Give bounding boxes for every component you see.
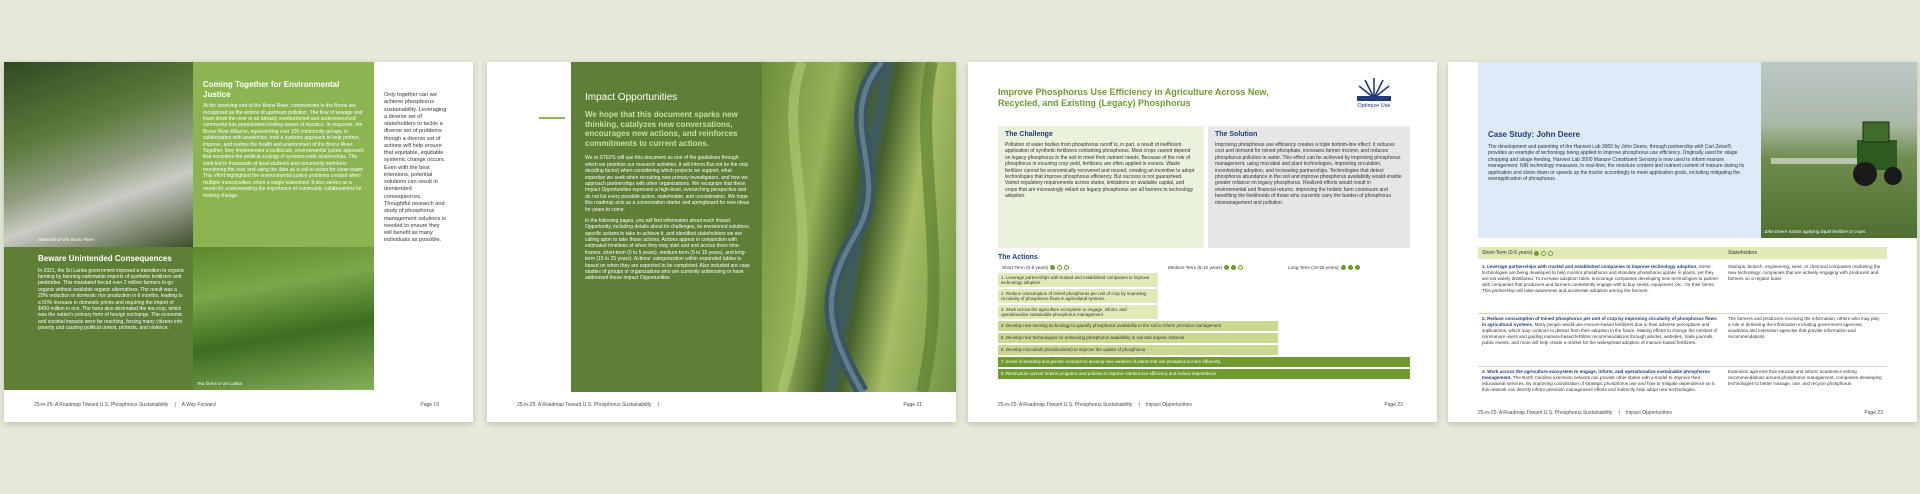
page-number: Page 23	[1864, 410, 1883, 416]
action-item: 5. Develop new technologies for enhancing phosphorus availability in soil and organic material	[998, 333, 1278, 343]
action-item: 1. Leverage partnerships with trusted and established companies to improve technology adoption	[998, 273, 1158, 287]
action-title: 2. Reduce consumption of mined phosphorus per unit of crop by improving circularity of phosphorus flows in agricultural systems.	[1482, 316, 1717, 327]
section-body: At the receiving end of the Bronx River, communities in the Bronx are recognized as the victims of upstream pollution. The flow of sewage and trash down the river to an already overburdened and underresourced community has perpetuated existing issues of injustice. In response, the Bronx River Alliance, representing over 100 community groups, in collaboration with academics, took a systems approach to help protect, improve, and restore the health and environment of the Bronx River. Together, they implemented a multiscale, environmental justice approach that considers the political ecology of systems-wide relationships. The work led to thousands of local students and community members monitoring the river and using the data as a call to action for clean water. This effort highlighted the environmental justice problems created when multiple municipalities share a single watershed. It also serves as a model for understanding the importance of community collaborations for making change.	[203, 103, 365, 199]
optimize-use-logo	[1354, 76, 1394, 109]
action-cell	[1482, 369, 1720, 393]
stakeholders-cell: Startups, biotech, engineering, seed, or chemical companies marketing the new technology; companies that are actively engaging with producers and farmers on a regular basis	[1728, 264, 1881, 281]
river-illustration	[762, 62, 956, 392]
term-short	[1002, 265, 1069, 270]
stakeholders-cell: Extension agencies that educate and inform; academics setting recommendations around phosphorus management; companies developing technologies to better manage, use, and recycle phosphorus	[1728, 369, 1882, 386]
footer-doc-title: 25-in-25: A Roadmap Toward U.S. Phosphorus Sustainability	[517, 402, 652, 408]
action-item: 6. Develop microbials (biostimulants) to improve the uptake of phosphorus	[998, 345, 1278, 355]
page-title: Impact Opportunities	[585, 92, 678, 103]
action-item: 4. Develop new sensing technology to quantify phosphorus availability in the soil to inform precision management	[998, 321, 1278, 331]
action-item: 2. Reduce consumption of mined phosphorus per unit of crop by improving circularity of phosphorus flows in agricultural systems	[998, 289, 1158, 303]
photo-caption: Waterfall on the Bronx River	[38, 237, 95, 242]
solution-box	[1208, 126, 1410, 248]
sidebar-text: Only together can we achieve phosphorus sustainability. Leveraging a diverse set of stakeholders to tackle a diverse set of problems though a diverse set of actions will help ensure that equitable, equitable systemic change occurs. Even with the best intentions, potential solutions can result in unintended consequences. Thoughtful research and study of phosphorus management solutions is needed to ensure they will benefit as many individuals as possible.	[384, 92, 447, 244]
footer-section: Impact Opportunities	[1145, 402, 1192, 408]
photo-tea-farms	[193, 247, 374, 390]
lead-text: We hope that this document sparks new thinking, catalyzes new conversations, encourages new actions, and reinforces commitments to current actions.	[585, 110, 738, 148]
page-footer: 25-in-25: A Roadmap Toward U.S. Phosphorus Sustainability | Impact Opportunities Page 22	[998, 402, 1403, 408]
photo-caption: John Deere tractor applying liquid fertilizer to crops	[1764, 229, 1866, 234]
dot-filled-icon	[1341, 265, 1346, 270]
action-title: 3. Work across the agriculture ecosystem to engage, inform, and operationalize sustainable phosphorus management.	[1482, 369, 1710, 380]
challenge-body: Pollution of water bodies from phosphorus runoff is, in part, a result of inefficient application of synthetic fertilizers containing phosphorus. Most crops cannot depend on legacy phosphorus in the soil to meet their nutrient needs. Because of the role of phosphorus in ensuring crop yield, fertilizers are often applied in excess. Waste fertilizer cannot be economically recovered and reused, creating an incentive to adopt technologies that improve phosphorus efficiency. But success is not guaranteed. Varied regulatory requirements across states, limitations on available capital, and crops that are increasingly reliant on legacy phosphorus are all barriers to technology adoption.	[1005, 142, 1195, 200]
page-number: Page 22	[1384, 402, 1403, 408]
impact-opportunities-block	[571, 62, 762, 392]
action-item: 7. Invest in breeding and genetic research to develop new varieties of plants that use phosphorus more efficiently	[998, 357, 1410, 367]
page-22	[968, 62, 1437, 422]
environmental-justice-block	[193, 62, 374, 247]
section-title: Coming Together for Environmental Justice	[203, 80, 340, 99]
term-label: Long-Term (15-25 years)	[1288, 265, 1339, 270]
page-number: Page 21	[903, 402, 922, 408]
table-row	[1478, 316, 1887, 366]
dot-empty-icon	[1548, 251, 1553, 256]
solution-title: The Solution	[1215, 131, 1258, 138]
case-study-title: Case Study: John Deere	[1488, 130, 1581, 139]
accent-bar	[539, 117, 565, 119]
footer-section: Impact Opportunities	[1625, 410, 1672, 416]
dot-filled-icon	[1050, 265, 1055, 270]
row-divider	[1478, 313, 1887, 314]
action-cell	[1482, 316, 1720, 345]
challenge-box	[998, 126, 1204, 248]
dot-filled-icon	[1355, 265, 1360, 270]
term-label: Short-Term (0-5 years)	[1002, 265, 1049, 270]
action-body: Many people would use manure-based fertilizers due to their adverse perceptions and implications, which may continue to detract from their adoption in the future. Making efforts to change the mindset of nonmanure users and guiding manure-based fertilizer recommendations through articles, websites, trade journals, public events, and more will help create a market for the widespread adoption of manure-based fertilizers.	[1482, 321, 1718, 345]
term-long	[1288, 265, 1360, 270]
footer-doc-title: 25-in-25: A Roadmap Toward U.S. Phosphorus Sustainability	[998, 402, 1133, 408]
challenge-title: The Challenge	[1005, 131, 1053, 138]
term-medium	[1168, 265, 1243, 270]
dot-empty-icon	[1064, 265, 1069, 270]
page-number: Page 19	[420, 402, 439, 408]
photo-caption: Tea farms in Sri Lanka	[197, 381, 242, 386]
action-cell	[1482, 264, 1720, 293]
solution-body: Improving phosphorus use efficiency creates a triple bottom-line effect: It reduces cost and demand for mined phosphate, increases farmer income, and reduces phosphorus pollution in water. This effect can be achieved by improving phosphorus management, using microbial and plant technologies, improving circulation, incentivizing adoption, and increasing partnerships. Technologies that detect phosphorus abundance in the soil and improve phosphorus availability would enable greater reliance on legacy phosphorus. Realized efforts would result in environmental and financial returns, improving the holistic farm continuum and benefiting the livelihoods of those who currently carry the burden of phosphorus mismanagement and pollution.	[1215, 142, 1402, 206]
dot-filled-icon	[1224, 265, 1229, 270]
section-title: Beware Unintended Consequences	[38, 254, 172, 263]
dot-empty-icon	[1238, 265, 1243, 270]
tractor-illustration	[1761, 62, 1917, 238]
dot-filled-icon	[1348, 265, 1353, 270]
table-row	[1478, 369, 1887, 405]
footer-doc-title: 25-in-25: A Roadmap Toward U.S. Phosphorus Sustainability	[34, 402, 169, 408]
action-body: The North Carolina extension network can provide other states with a model to improve their educational services. By improving coordination of strategic phosphorus use and how to mitigate dependence on it, this network can directly inform precision management efforts and indirectly help adopt new technologies.	[1482, 374, 1716, 392]
table-header	[1478, 247, 1887, 259]
photo-aerial-river-fields	[762, 62, 956, 392]
page-19	[4, 62, 473, 422]
body-paragraph: In the following pages, you will find information about each Impact Opportunity, including details about its challenges, its envisioned solutions, specific actions to take to achieve it, and identified stakeholders we are calling upon to take those actions. Actions appear in conjunction with estimated timelines of when they may start and end across three time-frames: short-term (0 to 5 years), medium-term (5 to 15 years), and long-term (15 to 25 years). Actions' categorization within expanded tables is based on when they are expected to be completed. Also included are case studies of groups or organizations who are currently addressing or have addressed these Impact Opportunities.	[585, 217, 751, 282]
footer-doc-title: 25-in-25: A Roadmap Toward U.S. Phosphorus Sustainability	[1478, 410, 1613, 416]
table-row	[1478, 264, 1887, 312]
term-label: Medium-Term (5-15 years)	[1168, 265, 1223, 270]
photo-tractor	[1761, 62, 1917, 238]
dot-empty-icon	[1057, 265, 1062, 270]
page-footer: 25-in-25: A Roadmap Toward U.S. Phosphorus Sustainability | Page 21	[517, 402, 922, 408]
logo-label: Optimize Use	[1357, 103, 1391, 109]
sunburst-icon	[1357, 76, 1391, 102]
page-footer: 25-in-25: A Roadmap Toward U.S. Phosphorus Sustainability | A Way Forward Page 19	[34, 402, 439, 408]
action-body: Some technologies are being developed to help monitor phosphorus and stimulate phosphorus uptake in plants, yet they are not widely distributed. To increase adoption rates, encourage companies developing new technologies to partner with companies that producers and farmers consistently engage with to buy seeds, equipment, etc., for their farms. This partnership will raise awareness and accelerate adoption among the farmers.	[1482, 264, 1719, 293]
page-footer: 25-in-25: A Roadmap Toward U.S. Phosphorus Sustainability | Impact Opportunities Page 23	[1478, 410, 1883, 416]
stakeholders-header: Stakeholders	[1728, 250, 1758, 256]
dot-filled-icon	[1534, 251, 1539, 256]
body-paragraph: We at STEPS will use this document as one of the guidelines through which we prioritize our research activities. It will inform But not be the only deciding factor) when considering which projects we support, what expertise we seek when recruiting new primary investigators, and how we approach partnerships with other organizations. We recognize that these Impact Opportunities represent a high-level, overarching perspective and do not list every possible action, stakeholder, and consideration. We hope this roadmap acts as a conversation starter and springboard for new ideas for years to come.	[585, 155, 750, 213]
page-title: Improve Phosphorus Use Efficiency in Agriculture Across New, Recycled, and Existing (Legacy) Phosphorus	[998, 87, 1269, 109]
footer-section: A Way Forward	[181, 402, 216, 408]
photo-bronx-river-waterfall	[4, 62, 193, 247]
case-study-box	[1478, 62, 1761, 238]
action-title: 1. Leverage partnerships with trusted and established companies to improve technology adoption.	[1482, 264, 1698, 269]
unintended-consequences-block	[4, 247, 193, 390]
section-body: In 2021, the Sri Lanka government imposed a transition to organic farming by banning nationwide imports of synthetic fertilizers and pesticides. This mandated forced over 2 million farmers to go organic without available organic alternatives. The result was a 20% reduction in domestic rice production in 6 months, leading to a 50% increase in domestic prices and requiring the import of $450 million in rice. The bans also decimated the tea crop, which was the nation's primary form of foreign exchange. The economic and societal impacts were far reaching, forcing many citizens into poverty and causing political unrest, protests, and violence.	[38, 267, 185, 332]
stakeholders-cell: The farmers and producers receiving the information; others who may play a role in delivering the information including government agencies, academia and extension agencies that provide information and recommendations	[1728, 316, 1880, 339]
action-item: 8. Restructure current federal programs and policies to improve nutrient use efficiency and reduce dependence	[998, 369, 1410, 379]
dot-filled-icon	[1231, 265, 1236, 270]
dot-empty-icon	[1541, 251, 1546, 256]
action-item: 3. Work across the agriculture ecosystem to engage, inform, and operationalize sustainable phosphorus management	[998, 305, 1158, 319]
page-21	[487, 62, 956, 422]
page-23	[1448, 62, 1917, 422]
actions-title: The Actions	[998, 254, 1038, 261]
case-study-body: The development and patenting of the Harvest Lab 3000 by John Deere, through partnership with Carl Zeiss®, provides an example of technology being applied to improve phosphorus use efficiency. Originally used for silage chopping and silage feeding, Harvest Lab 3000 Manure Constituent Sensing is now used to inform manure management. NIR technology measures, in real-time, the moisture content and nutrient content of manure during its application and slows down or speeds up the tractor accordingly to meet application goals, including mitigating the overapplication of phosphorus.	[1488, 144, 1745, 182]
row-divider	[1478, 366, 1887, 367]
term-header: Short-Term (0-5 years)	[1482, 250, 1533, 256]
